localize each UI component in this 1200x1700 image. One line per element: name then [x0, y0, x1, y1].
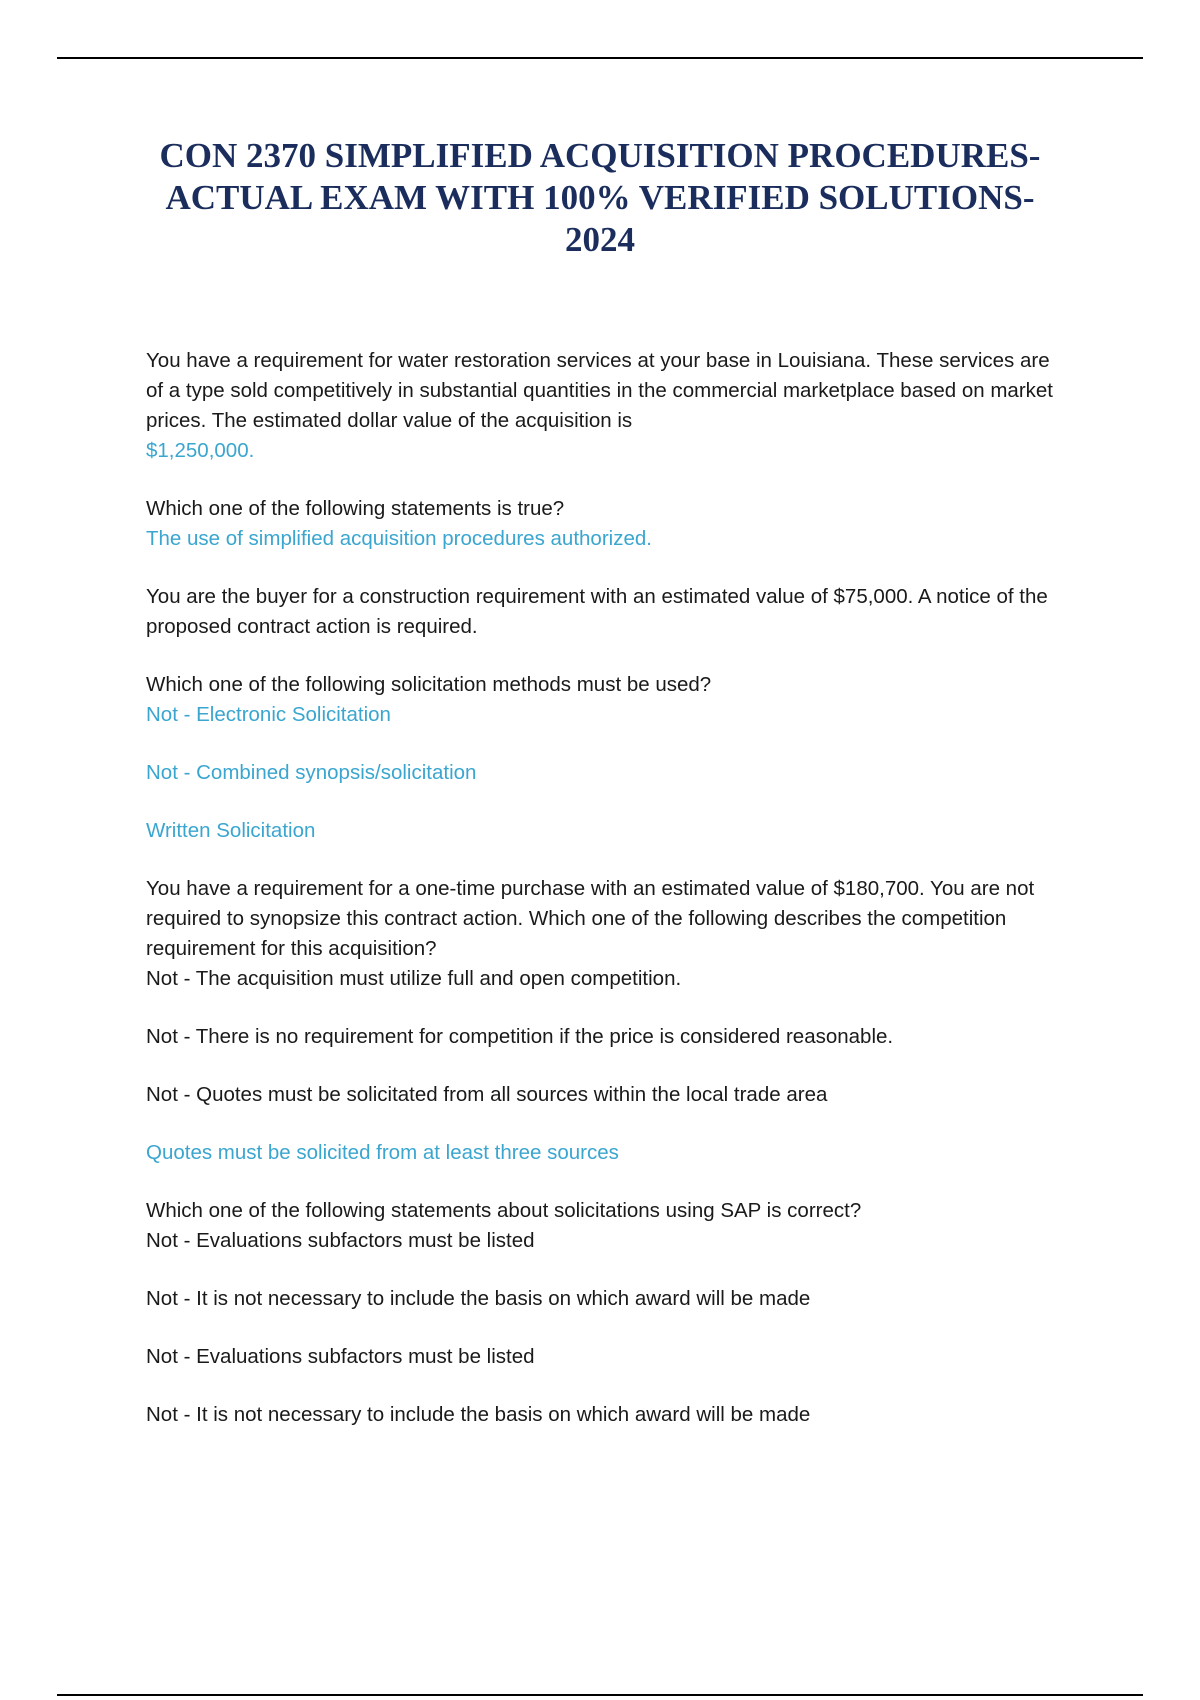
question-3-option-3: Not - Quotes must be solicitated from all sources within the local trade area: [146, 1083, 828, 1106]
question-2-scenario: You are the buyer for a construction requirement with an estimated value of $75,000. A notice of the proposed contract action is required.: [146, 585, 1048, 638]
bottom-rule: [57, 1694, 1143, 1696]
question-4-option-3: Not - Evaluations subfactors must be listed: [146, 1345, 535, 1368]
question-2-option-2: Not - Combined synopsis/solicitation: [146, 761, 477, 784]
question-1-scenario: [146, 346, 1066, 466]
question-1-prompt: Which one of the following statements is true?: [146, 497, 565, 520]
question-4-option-2: Not - It is not necessary to include the basis on which award will be made: [146, 1287, 811, 1310]
question-2-prompt: Which one of the following solicitation methods must be used?: [146, 673, 712, 696]
document-title: [120, 135, 1080, 261]
question-3-option-1: Not - The acquisition must utilize full and open competition.: [146, 967, 682, 990]
question-4-option-1: Not - Evaluations subfactors must be listed: [146, 1229, 535, 1252]
title-line-1: CON 2370 SIMPLIFIED ACQUISITION PROCEDURES-: [159, 136, 1041, 175]
title-line-2: ACTUAL EXAM WITH 100% VERIFIED SOLUTIONS-: [165, 178, 1035, 217]
question-3-option-2: Not - There is no requirement for competition if the price is considered reasonable.: [146, 1025, 894, 1048]
question-1-value: $1,250,000.: [146, 439, 255, 462]
question-4-option-4: Not - It is not necessary to include the basis on which award will be made: [146, 1403, 811, 1426]
question-block-3: [146, 874, 1066, 1168]
question-2-option-3: Written Solicitation: [146, 819, 316, 842]
question-3-option-4: Quotes must be solicited from at least three sources: [146, 1141, 619, 1164]
question-2-option-1: Not - Electronic Solicitation: [146, 703, 391, 726]
question-block-2: [146, 582, 1066, 846]
top-rule: [57, 57, 1143, 59]
question-block-1: [146, 346, 1066, 554]
document-body: [146, 346, 1066, 1430]
question-1-answer: The use of simplified acquisition procedures authorized.: [146, 527, 652, 550]
question-1-scenario-text: You have a requirement for water restoration services at your base in Louisiana. These services are of a type sold competitively in substantial quantities in the commercial marketplace based on market prices. The estimated dollar value of the acquisition is: [146, 349, 1054, 432]
question-4-prompt: Which one of the following statements about solicitations using SAP is correct?: [146, 1199, 862, 1222]
question-3-prompt: You have a requirement for a one-time purchase with an estimated value of $180,700. You are not required to synopsize this contract action. Which one of the following describes the competition requirement for this acquisition?: [146, 877, 1035, 960]
question-block-4: [146, 1196, 1066, 1430]
title-line-3: 2024: [565, 220, 635, 259]
